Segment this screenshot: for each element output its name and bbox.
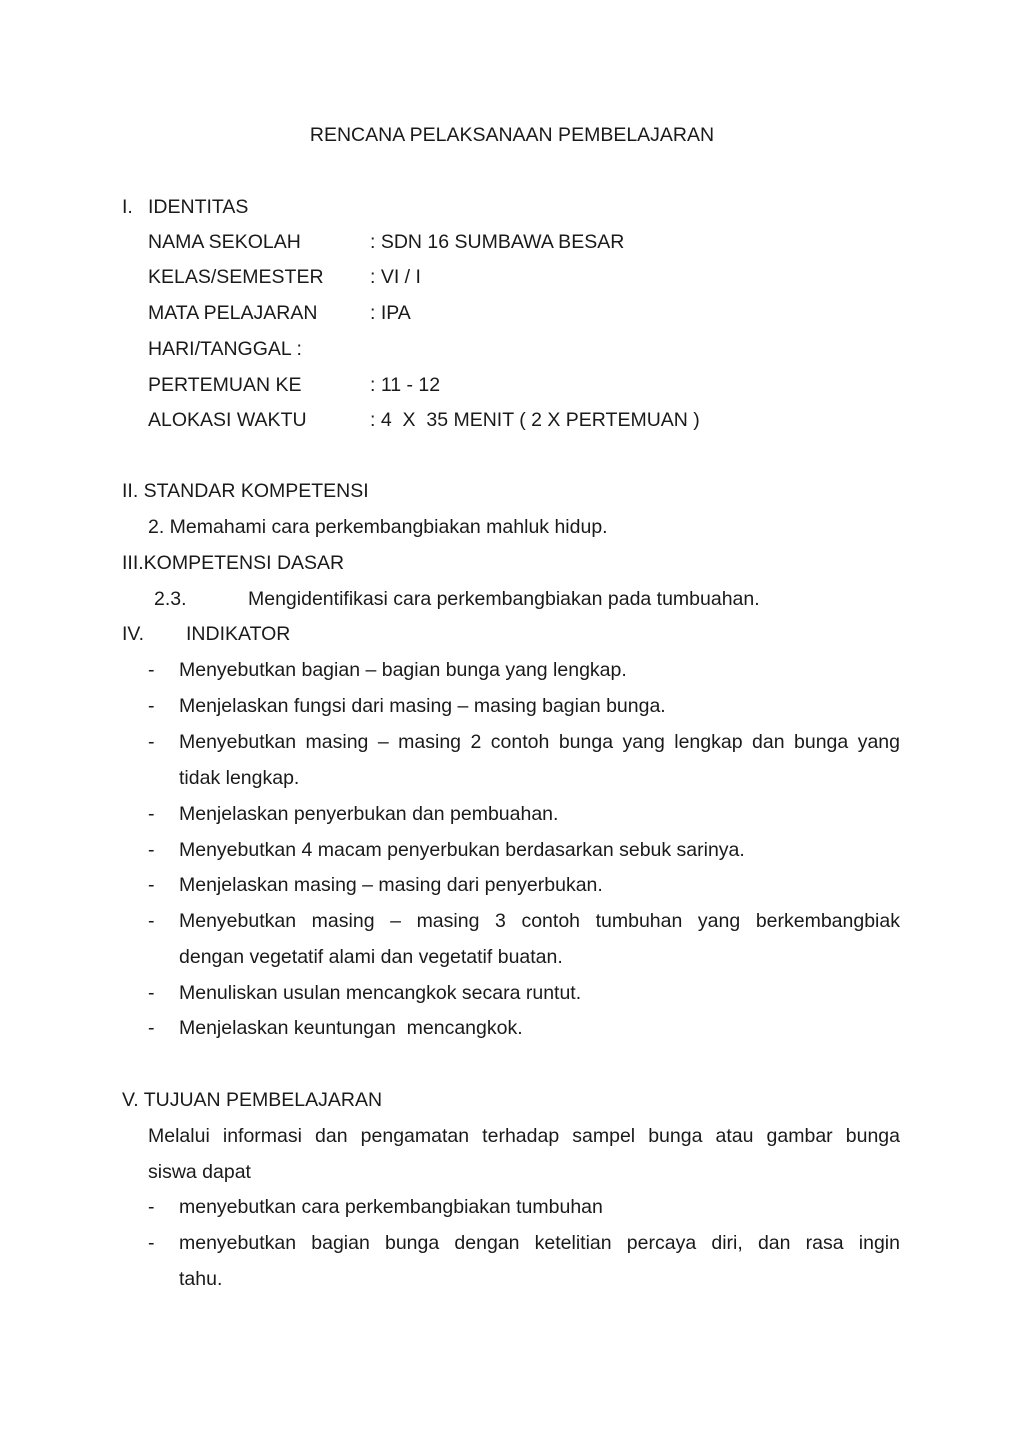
bullet-dash: -: [148, 839, 155, 861]
indikator-item: Menjelaskan penyerbukan dan pembuahan.: [179, 803, 559, 825]
indikator-item: Menyebutkan bagian – bagian bunga yang lengkap.: [179, 659, 627, 681]
bullet-dash: -: [148, 731, 155, 753]
section-heading-identitas: IDENTITAS: [148, 196, 249, 218]
bullet-dash: -: [148, 695, 155, 717]
section-heading-indikator: INDIKATOR: [186, 623, 291, 645]
indikator-item: Menyebutkan 4 macam penyerbukan berdasarkan sebuk sarinya.: [179, 839, 745, 861]
bullet-dash: -: [148, 1196, 155, 1218]
identity-label: PERTEMUAN KE: [148, 374, 302, 396]
tujuan-item-continuation: tahu.: [179, 1268, 223, 1290]
identity-value: : 11 - 12: [370, 374, 441, 396]
kompetensi-text: Mengidentifikasi cara perkembangbiakan pada tumbuahan.: [248, 588, 760, 610]
identity-value: : IPA: [370, 302, 411, 324]
section-heading-tujuan: V. TUJUAN PEMBELAJARAN: [122, 1089, 383, 1111]
identity-label: KELAS/SEMESTER: [148, 266, 324, 288]
identity-value: : VI / I: [370, 266, 421, 288]
section-number: IV.: [122, 623, 145, 645]
bullet-dash: -: [148, 982, 155, 1004]
section-heading-standar: II. STANDAR KOMPETENSI: [122, 480, 369, 502]
indikator-item: Menyebutkan masing – masing 3 contoh tumbuhan yang berkembangbiak: [179, 910, 900, 932]
indikator-item: Menyebutkan masing – masing 2 contoh bunga yang lengkap dan bunga yang: [179, 731, 900, 753]
bullet-dash: -: [148, 910, 155, 932]
bullet-dash: -: [148, 1232, 155, 1254]
bullet-dash: -: [148, 1017, 155, 1039]
tujuan-intro-continuation: siswa dapat: [148, 1161, 251, 1183]
bullet-dash: -: [148, 803, 155, 825]
identity-label: HARI/TANGGAL :: [148, 338, 302, 360]
identity-value: : SDN 16 SUMBAWA BESAR: [370, 231, 625, 253]
indikator-item-continuation: tidak lengkap.: [179, 767, 300, 789]
indikator-item: Menjelaskan keuntungan mencangkok.: [179, 1017, 523, 1039]
indikator-item: Menjelaskan fungsi dari masing – masing bagian bunga.: [179, 695, 666, 717]
identity-label: ALOKASI WAKTU: [148, 409, 307, 431]
section-number: I.: [122, 196, 133, 218]
identity-value: : 4 X 35 MENIT ( 2 X PERTEMUAN ): [370, 409, 700, 431]
identity-label: MATA PELAJARAN: [148, 302, 318, 324]
bullet-dash: -: [148, 874, 155, 896]
indikator-item-continuation: dengan vegetatif alami dan vegetatif buatan.: [179, 946, 563, 968]
document-title: RENCANA PELAKSANAAN PEMBELAJARAN: [309, 124, 715, 146]
kompetensi-number: 2.3.: [154, 588, 187, 610]
tujuan-intro: Melalui informasi dan pengamatan terhadap sampel bunga atau gambar bunga: [148, 1125, 900, 1147]
identity-label: NAMA SEKOLAH: [148, 231, 301, 253]
indikator-item: Menjelaskan masing – masing dari penyerbukan.: [179, 874, 603, 896]
tujuan-item: menyebutkan cara perkembangbiakan tumbuhan: [179, 1196, 603, 1218]
tujuan-item: menyebutkan bagian bunga dengan ketelitian percaya diri, dan rasa ingin: [179, 1232, 900, 1254]
section-heading-kompetensi: III.KOMPETENSI DASAR: [122, 552, 345, 574]
bullet-dash: -: [148, 659, 155, 681]
standar-text: 2. Memahami cara perkembangbiakan mahluk hidup.: [148, 516, 608, 538]
indikator-item: Menuliskan usulan mencangkok secara runtut.: [179, 982, 582, 1004]
